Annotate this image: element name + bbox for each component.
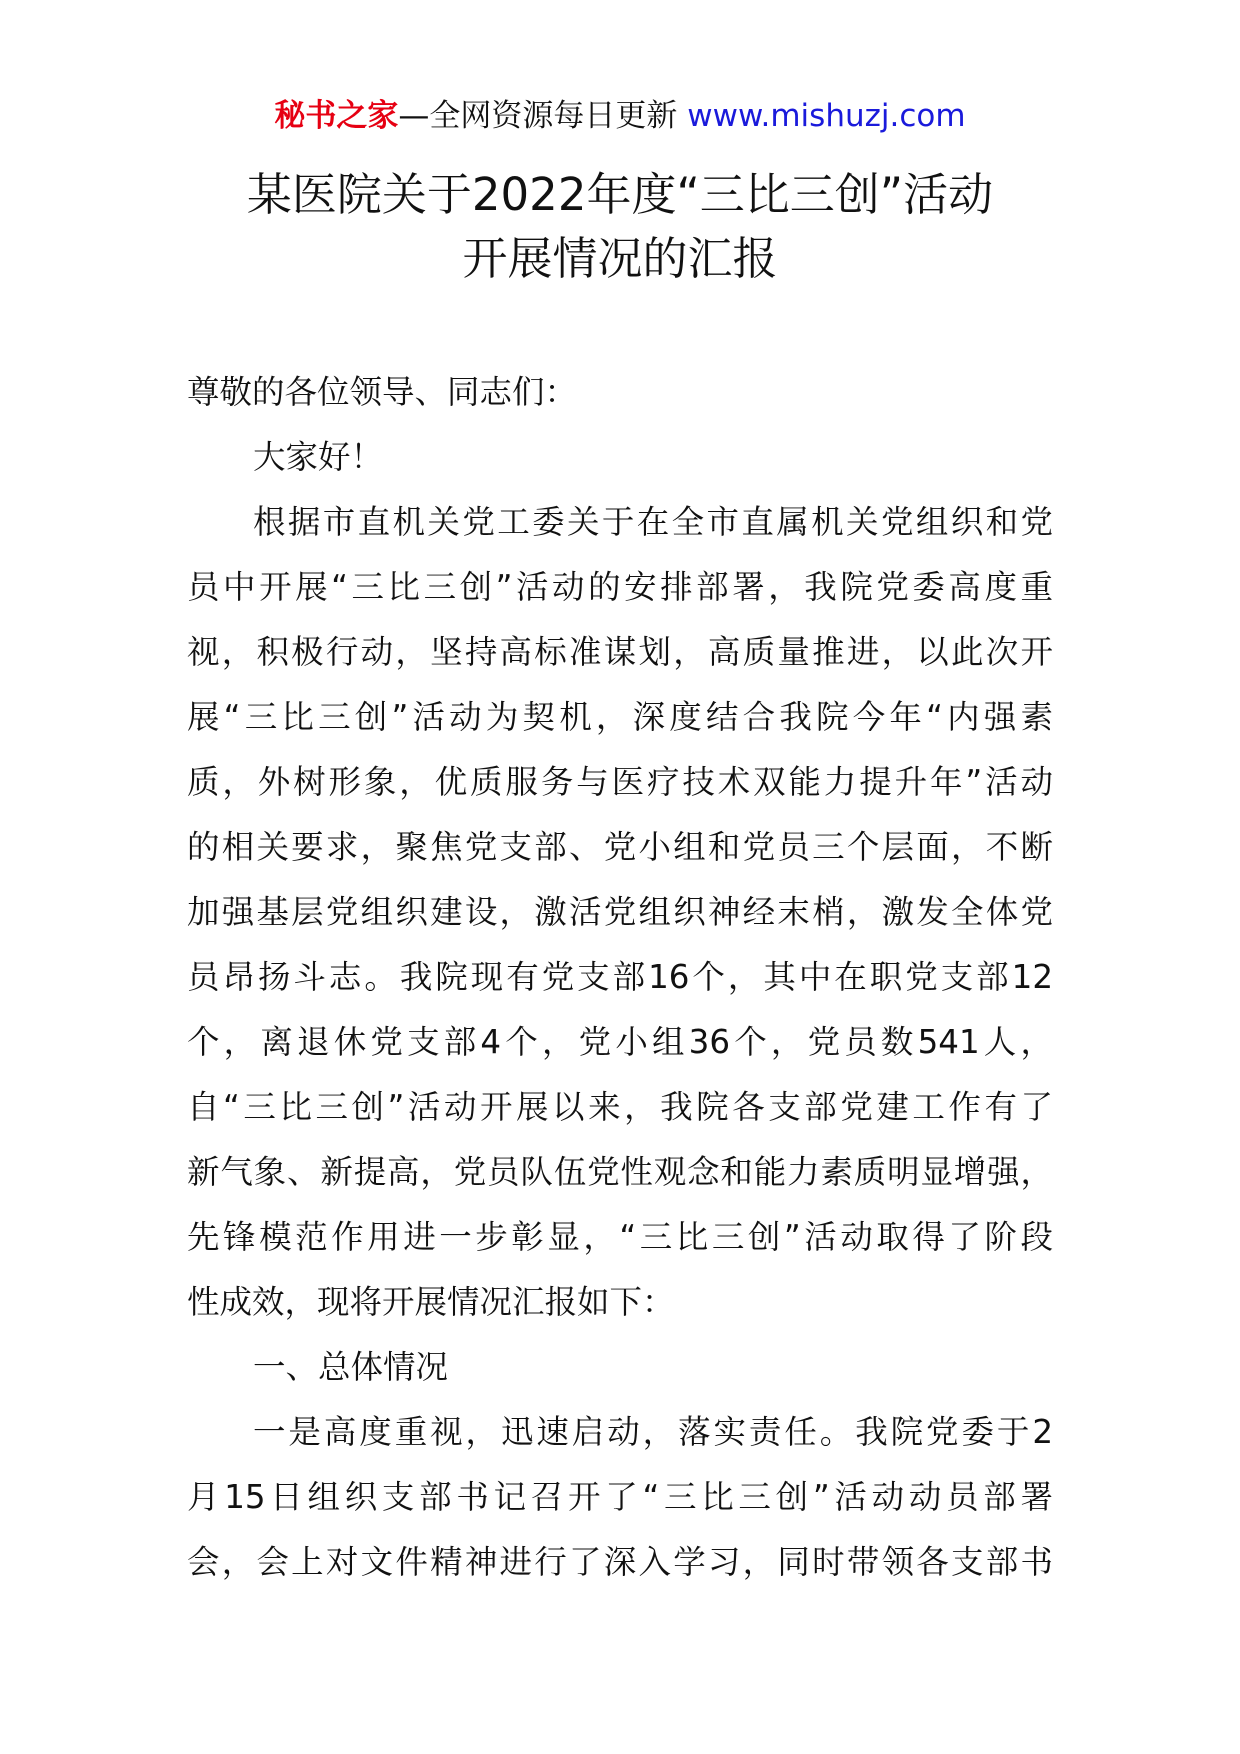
section-heading: 一、总体情况 bbox=[253, 1348, 449, 1386]
site-brand: 秘书之家 bbox=[274, 98, 399, 134]
paragraph-line: 月15日组织支部书记召开了“三比三创”活动动员部署 bbox=[187, 1478, 1053, 1516]
paragraph-line: 性成效，现将开展情况汇报如下： bbox=[187, 1283, 675, 1321]
paragraph-line: 员中开展“三比三创”活动的安排部署，我院党委高度重 bbox=[187, 568, 1053, 606]
paragraph-line: 个，离退休党支部4个，党小组36个，党员数541人， bbox=[187, 1023, 1053, 1061]
site-header bbox=[0, 96, 1240, 136]
greeting: 大家好！ bbox=[253, 438, 384, 476]
paragraph-line: 会，会上对文件精神进行了深入学习，同时带领各支部书 bbox=[187, 1543, 1053, 1581]
paragraph-line: 的相关要求，聚焦党支部、党小组和党员三个层面，不断 bbox=[187, 828, 1053, 866]
paragraph-line: 根据市直机关党工委关于在全市直属机关党组织和党 bbox=[253, 503, 1053, 541]
paragraph-line: 质，外树形象，优质服务与医疗技术双能力提升年”活动 bbox=[187, 763, 1053, 801]
paragraph-line: 加强基层党组织建设，激活党组织神经末梢，激发全体党 bbox=[187, 893, 1053, 931]
site-url-link[interactable]: www.mishuzj.com bbox=[687, 98, 966, 134]
paragraph-line: 先锋模范作用进一步彰显，“三比三创”活动取得了阶段 bbox=[187, 1218, 1053, 1256]
site-tagline: —全网资源每日更新 bbox=[398, 98, 678, 134]
document-title-line-2: 开展情况的汇报 bbox=[462, 232, 778, 285]
paragraph-line: 新气象、新提高，党员队伍党性观念和能力素质明显增强， bbox=[187, 1153, 1053, 1191]
paragraph-line: 视，积极行动，坚持高标准谋划，高质量推进，以此次开 bbox=[187, 633, 1053, 671]
paragraph-line: 一是高度重视，迅速启动，落实责任。我院党委于2 bbox=[253, 1413, 1053, 1451]
paragraph-line: 自“三比三创”活动开展以来，我院各支部党建工作有了 bbox=[187, 1088, 1053, 1126]
document-title bbox=[0, 163, 1240, 291]
document-title-line-1: 某医院关于2022年度“三比三创”活动 bbox=[246, 168, 994, 221]
document-body bbox=[187, 360, 1053, 1595]
salutation: 尊敬的各位领导、同志们： bbox=[187, 373, 578, 411]
paragraph-line: 员昂扬斗志。我院现有党支部16个，其中在职党支部12 bbox=[187, 958, 1053, 996]
paragraph-line: 展“三比三创”活动为契机，深度结合我院今年“内强素 bbox=[187, 698, 1053, 736]
